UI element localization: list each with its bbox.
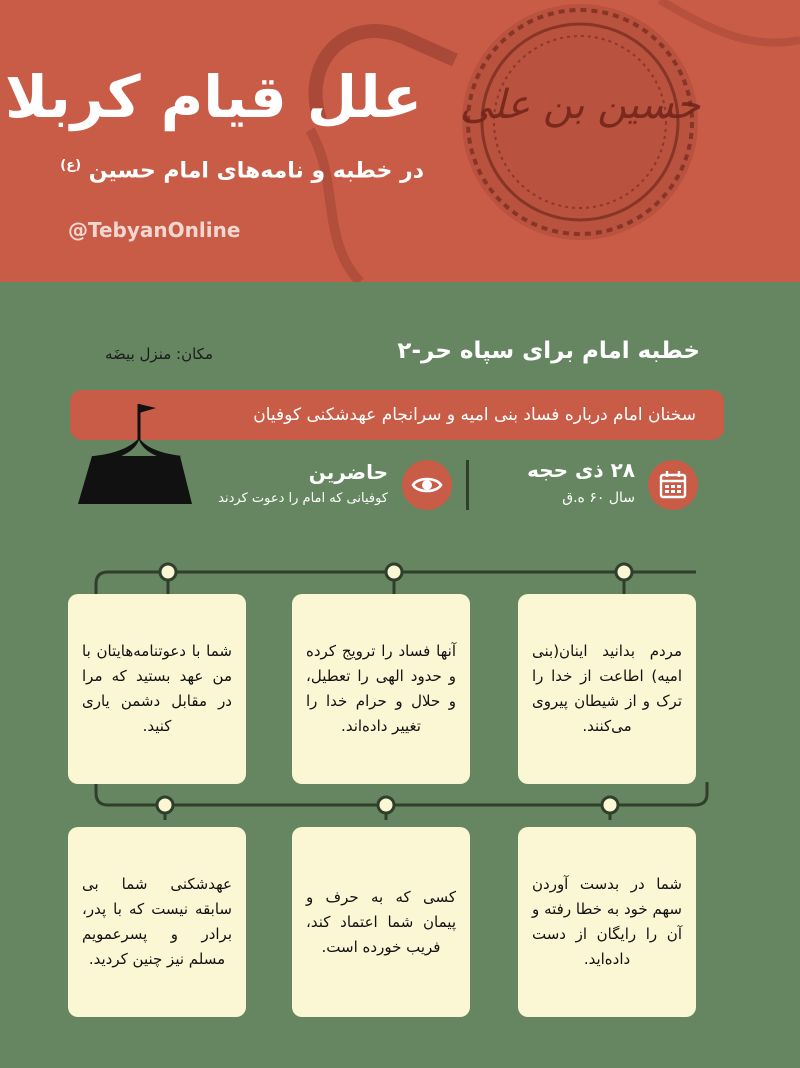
subtitle-honorific: (ع) (60, 158, 82, 173)
social-handle: @TebyanOnline (68, 218, 241, 242)
topic-text: سخنان امام درباره فساد بنی امیه و سرانجام عهدشکنی کوفیان (253, 405, 696, 425)
quote-text: شما در بدست آوردن سهم خود به خطا رفته و آن را رایگان از دست داده‌اید. (532, 875, 682, 968)
page-subtitle (60, 158, 424, 183)
calendar-icon (648, 460, 698, 510)
svg-text:حسین بن علی: حسین بن علی (459, 82, 701, 128)
attendees-description: کوفیانی که امام را دعوت کردند (218, 491, 388, 506)
quote-text: شما با دعوتنامه‌هایتان با من عهد بستید که مرا در مقابل دشمن یاری کنید. (82, 642, 232, 735)
tent-icon (76, 400, 194, 508)
location-label: مکان: منزل بیضَه (105, 345, 213, 363)
quote-card-1 (518, 594, 696, 784)
quote-card-5 (292, 827, 470, 1017)
quote-card-3 (68, 594, 246, 784)
eye-icon (402, 460, 452, 510)
attendees-title: حاضرین (308, 460, 388, 484)
year-value: سال ۶۰ ه.ق (562, 490, 635, 506)
date-value: ۲۸ ذی حجه (527, 458, 635, 482)
subtitle-text: در خطبه و نامه‌های امام حسین (88, 158, 424, 184)
quote-text: مردم بدانید اینان(بنی امیه) اطاعت از خدا را ترک و از شیطان پیروی می‌کنند. (532, 642, 682, 735)
speech-title: خطبه امام برای سپاه حر-۲ (397, 338, 700, 364)
quote-text: عهدشکنی شما بی سابقه نیست که با پدر، برادر و پسرعمویم مسلم نیز چنین کردید. (82, 875, 232, 968)
quote-text: کسی که به حرف و پیمان شما اعتماد کند، فریب خورده است. (306, 887, 456, 956)
header-banner (0, 0, 800, 282)
seal-icon (280, 0, 800, 282)
quote-card-4 (518, 827, 696, 1017)
quote-card-2 (292, 594, 470, 784)
quote-text: آنها فساد را ترویج کرده و حدود الهی را تعطیل، و حلال و حرام خدا را تغییر داده‌اند. (306, 642, 456, 735)
page-title: علل قیام کربلا (4, 63, 422, 131)
info-divider (466, 460, 469, 510)
quote-card-6 (68, 827, 246, 1017)
